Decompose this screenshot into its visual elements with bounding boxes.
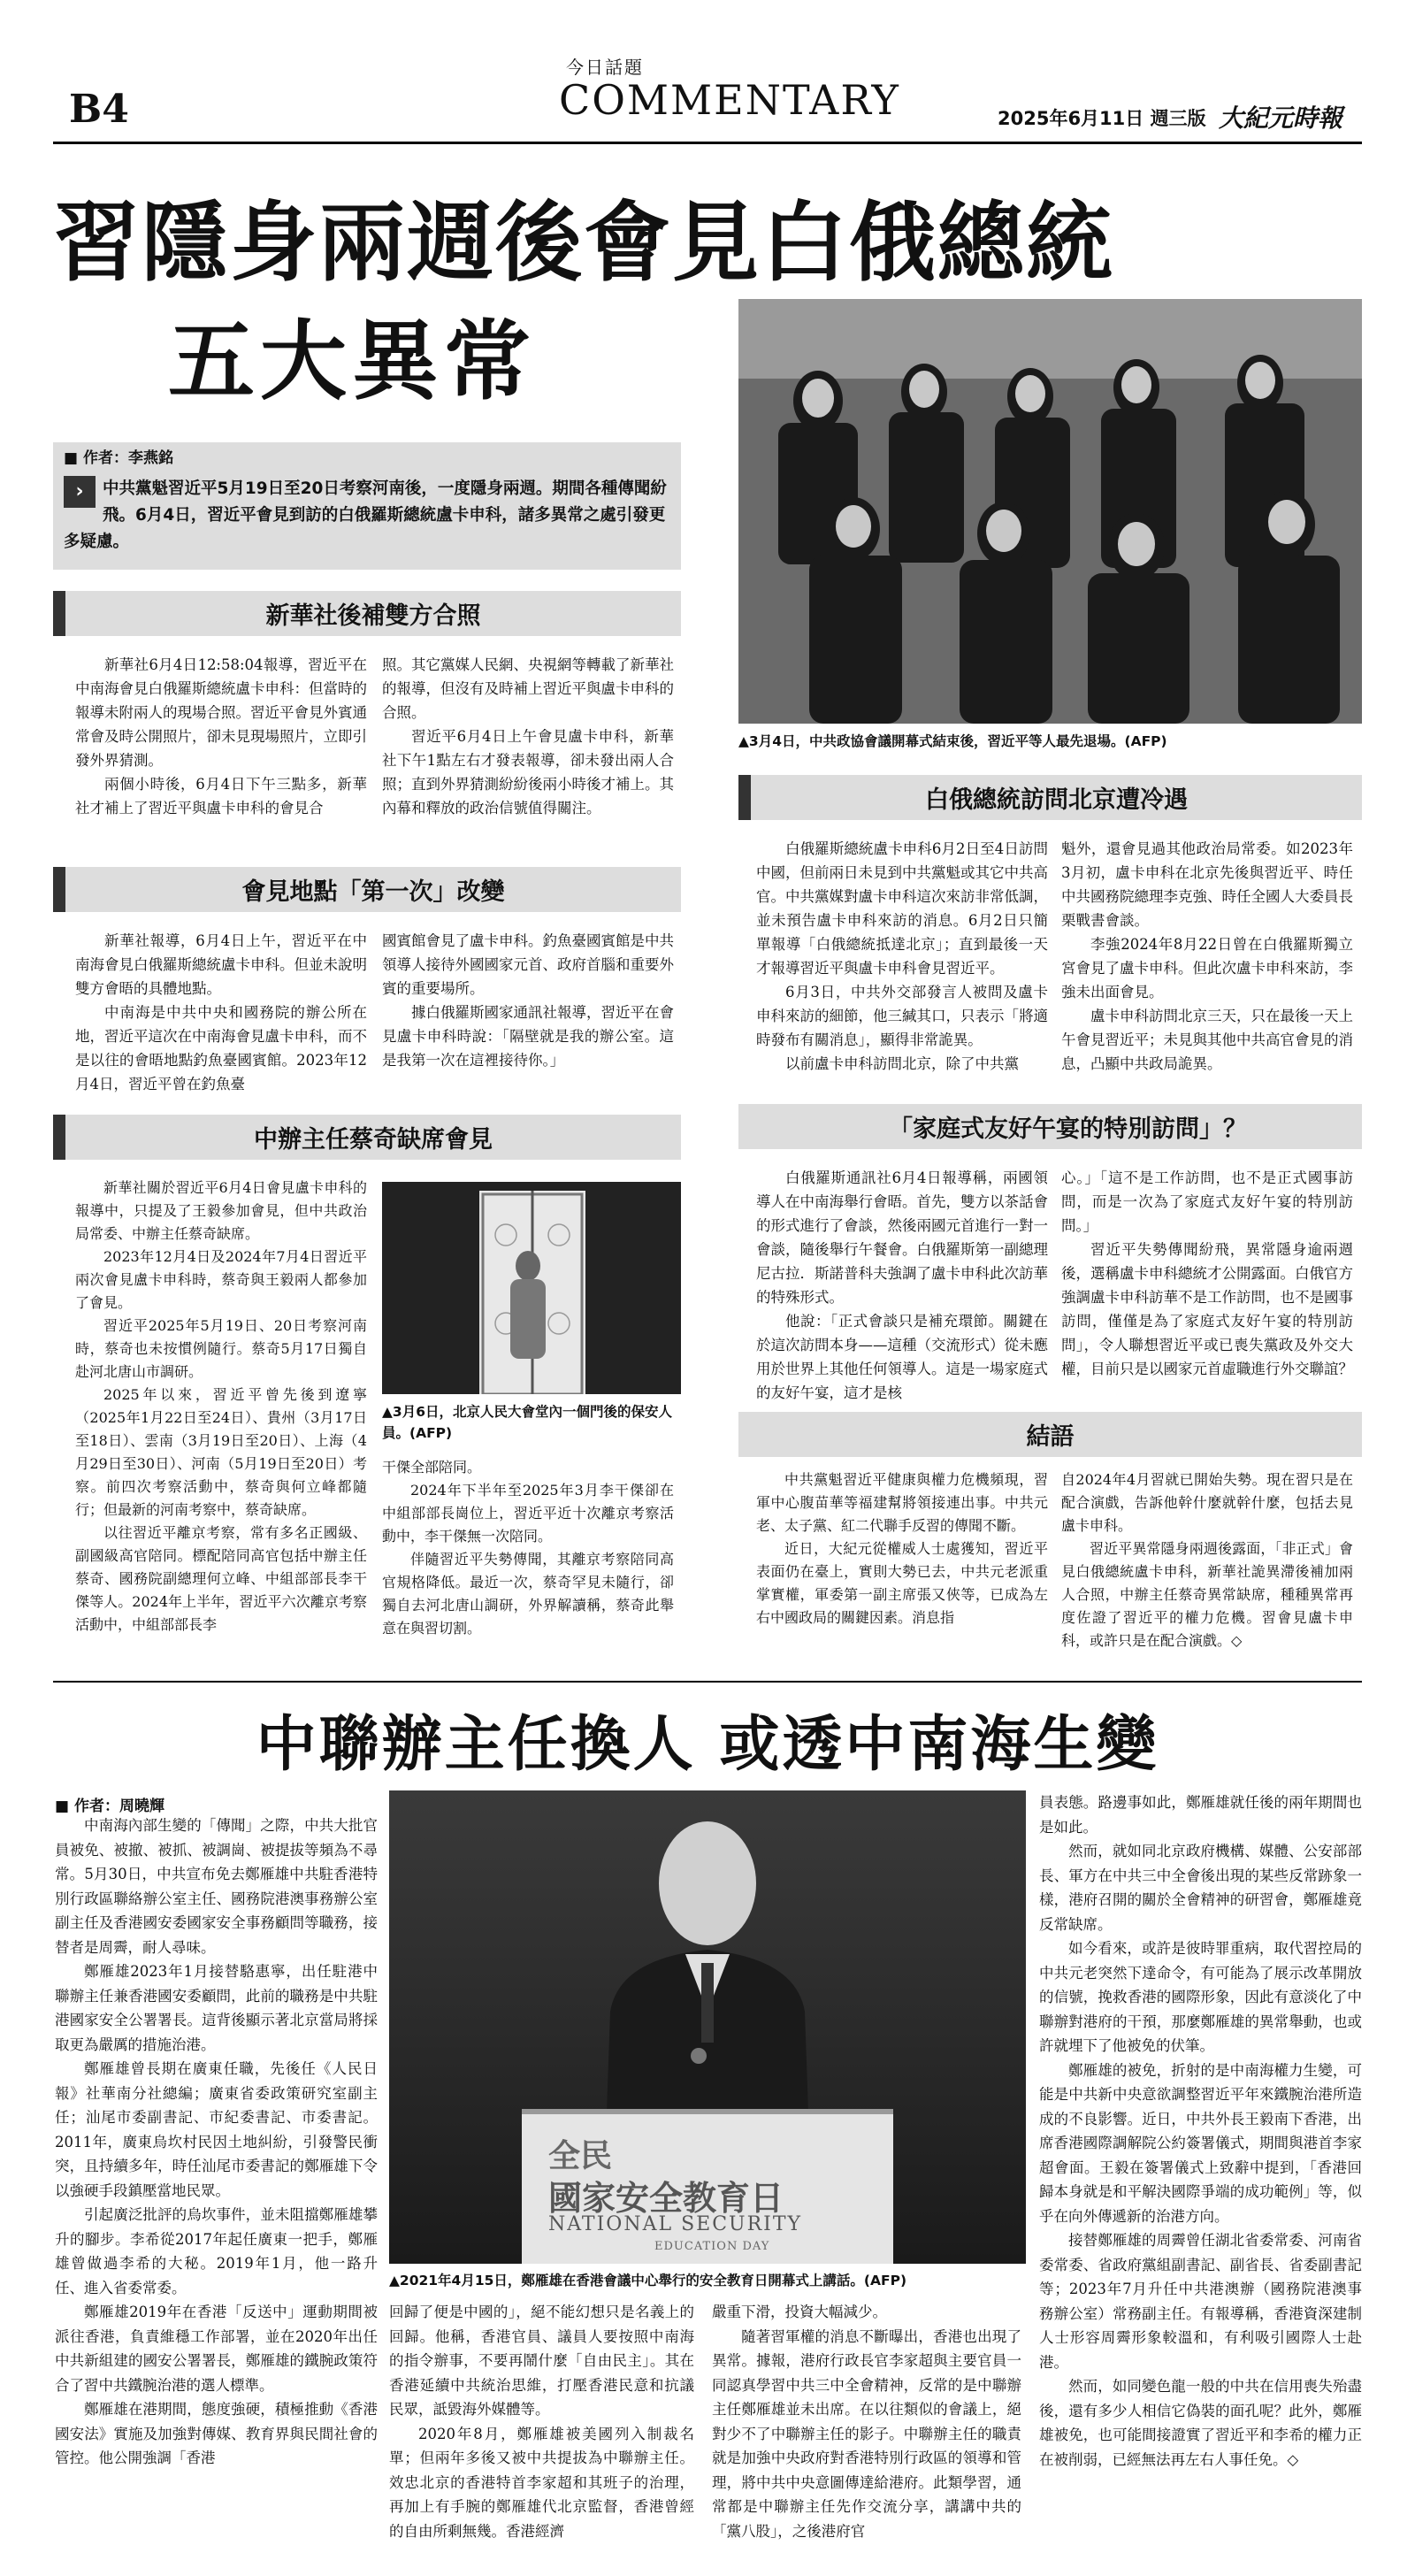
article1-author: ■ 作者：李燕銘 bbox=[53, 442, 681, 467]
section-body bbox=[756, 1166, 1048, 1405]
section-body bbox=[756, 1468, 1048, 1629]
article1-photo-door bbox=[382, 1182, 681, 1394]
section-body bbox=[382, 929, 674, 1072]
paragraph: 近日，大紀元從權威人士處獲知，習近平表面仍在臺上，實則大勢已去，中共元老派重掌實權，軍委第一副主席張又俠等，已成為左右中國政局的關鍵因素。消息指 bbox=[756, 1540, 1048, 1626]
page-number: B4 bbox=[69, 87, 129, 132]
paragraph: 回歸了便是中國的」，絕不能幻想只是名義上的回歸。他稱，香港官員、議員人要按照中南海的指令辦事，不要再鬧什麼「自由民主」。其在香港延續中共統治思維，打壓香港民意和抗議民眾，詆毀海外媒體等。 bbox=[389, 2304, 694, 2418]
paragraph: 員表態。路邊事如此，鄭雁雄就任後的兩年期間也是如此。 bbox=[1039, 1794, 1362, 1836]
paragraph: 國賓館會見了盧卡申科。釣魚臺國賓館是中共領導人接待外國國家元首、政府首腦和重要外賓的重要場所。 bbox=[382, 932, 674, 997]
section-body bbox=[1061, 1468, 1353, 1652]
section-body bbox=[1061, 1166, 1353, 1381]
article1-photo-door-caption: ▲3月6日，北京人民大會堂內一個門後的保安人員。(AFP) bbox=[382, 1404, 672, 1441]
paragraph: 引起廣泛批評的烏坎事件，並未阻擋鄭雁雄攀升的腳步。李希從2017年起任廣東一把手，鄭雁雄曾做過李希的大秘。2019年1月，他一路升任、進入省委常委。 bbox=[55, 2206, 378, 2296]
section-body bbox=[75, 653, 367, 820]
article2-column bbox=[389, 2300, 694, 2543]
section-heading: 新華社後補雙方合照 bbox=[53, 591, 681, 636]
paragraph: 2020年8月，鄭雁雄被美國列入制裁名單；但兩年多後又被中共提拔為中聯辦主任。效忠北京的香港特首李家超和其班子的治理，再加上有手腕的鄭雁雄代北京監督，香港曾經的自由所剩無幾。香港經濟 bbox=[389, 2425, 694, 2540]
paragraph: 盧卡申科訪問北京三天，只在最後一天上午會見習近平；未見與其他中共高官會見的消息，凸顯中共政局詭異。 bbox=[1061, 1008, 1353, 1072]
section-heading: 會見地點「第一次」改變 bbox=[53, 867, 681, 912]
header-rule bbox=[53, 142, 1362, 144]
paragraph: 以前盧卡申科訪問北京，除了中共黨 bbox=[785, 1055, 1019, 1072]
section-body bbox=[1061, 837, 1353, 1076]
banner-line3: NATIONAL SECURITY bbox=[548, 2213, 803, 2235]
banner-line2: 國家安全教育日 bbox=[548, 2178, 784, 2218]
paragraph: 鄭雁雄的被免，折射的是中南海權力生變，可能是中共新中央意欲調整習近平年來鐵腕治港所造成的不良影響。近日，中共外長王毅南下香港，出席香港國際調解院公約簽署儀式，期間與港首李家超會面。王毅在簽署儀式上致辭中提到，「香港回歸本身就是和平解決國際爭端的成功範例」等，似乎在向外傳遞新的治港方向。 bbox=[1039, 2061, 1362, 2225]
paragraph: 據白俄羅斯國家通訊社報導，習近平在會見盧卡申科時說：「隔壁就是我的辦公室。這是我第一次在這裡接待你。」 bbox=[382, 1004, 674, 1069]
section-heading: 結語 bbox=[738, 1412, 1362, 1457]
paragraph: 伴隨習近平失勢傳聞，其離京考察陪同高官規格降低。最近一次，蔡奇罕見未隨行，卻獨自去河北唐山調研，外界解讀稱，蔡奇此舉意在與習切割。 bbox=[382, 1551, 674, 1637]
paragraph: 習近平失勢傳聞紛飛，異常隱身逾兩週後，選稱盧卡申科總統才公開露面。白俄官方強調盧卡申科訪華不是工作訪問，也不是國事訪問，僅僅是為了家庭式友好午宴的特別訪問」，令人聯想習近平或已喪失黨政及外交大權，目前只是以國家元首虛職進行外交聯誼？ bbox=[1061, 1241, 1353, 1377]
paragraph: 然而，如同變色龍一般的中共在信用喪失殆盡後，還有多少人相信它偽裝的面孔呢？此外，鄭雁雄被免，也可能間接證實了習近平和李希的權力正在被削弱，已經無法再左右人事任免。◇ bbox=[1039, 2378, 1362, 2468]
masthead-logo: 大紀元時報 bbox=[1219, 104, 1343, 133]
paragraph: 中共黨魁習近平健康與權力危機頻現，習軍中心腹苗華等福建幫將領接連出事。中共元老、太子黨、紅二代聯手反習的傳聞不斷。 bbox=[756, 1471, 1048, 1534]
article2-photo-caption: ▲2021年4月15日，鄭雁雄在香港會議中心舉行的安全教育日開幕式上講話。(AFP) bbox=[389, 2273, 907, 2288]
article2-author: ■ 作者：周曉輝 bbox=[55, 1798, 164, 1815]
paragraph: 他說：「正式會談只是補充環節。關鍵在於這次訪問本身——這種（交流形式）從未應用於世界上其他任何領導人。這是一場家庭式的友好午宴，這才是核 bbox=[756, 1313, 1048, 1401]
paragraph: 習近平6月4日上午會見盧卡申科，新華社下午1點左右才發表報導，卻未發出兩人合照；直到外界猜測紛紛後兩小時後才補上。其內幕和釋放的政治信號值得關注。 bbox=[382, 728, 674, 816]
paragraph: 鄭雁雄2023年1月接替駱惠寧，出任駐港中聯辦主任兼香港國安委顧問，此前的職務是中共駐港國家安全公署署長。這背後顯示著北京當局將採取更為嚴厲的措施治港。 bbox=[55, 1963, 378, 2053]
section-body bbox=[75, 929, 367, 1096]
paragraph: 2024年下半年至2025年3月李干傑卻在中組部部長崗位上，習近平近十次離京考察活動中，李干傑無一次陪同。 bbox=[382, 1482, 674, 1545]
paragraph: 中南海是中共中央和國務院的辦公所在地，習近平這次在中南海會見盧卡申科，而不是以往的會晤地點釣魚臺國賓館。2023年12月4日，習近平曾在釣魚臺 bbox=[75, 1004, 367, 1092]
paragraph: 中南海內部生變的「傳聞」之際，中共大批官員被免、被撤、被抓、被調崗、被提拔等頻為不尋常。5月30日，中共宣布免去鄭雁雄中共駐香港特別行政區聯絡辦公室主任、國務院港澳事務辦公室副主任及香港國安委國家安全事務顧問等職務，接替者是周霽，耐人尋味。 bbox=[55, 1817, 378, 1956]
section-heading: 中辦主任蔡奇缺席會見 bbox=[53, 1115, 681, 1160]
section-body bbox=[75, 1177, 367, 1637]
paragraph: 新華社6月4日12:58:04報導，習近平在中南海會見白俄羅斯總統盧卡申科：但當時的報導未附兩人的現場合照。習近平會見外賓通常會及時公開照片，卻未見現場照片，立即引發外界猜測。 bbox=[75, 656, 367, 769]
article1-lead bbox=[53, 467, 681, 570]
paragraph: 白俄羅斯通訊社6月4日報導稱，兩國領導人在中南海舉行會晤。首先，雙方以茶話會的形式進行了會談，然後兩國元首進行一對一會談，隨後舉行午餐會。白俄羅斯第一副總理尼古拉．斯諾普科夫強調了盧卡申科此次訪華的特殊形式。 bbox=[756, 1169, 1048, 1306]
paragraph: 白俄羅斯總統盧卡申科6月2日至4日訪問中國，但前兩日未見到中共黨魁或其它中共高官。中共黨媒對盧卡申科這次來訪非常低調，並未預告盧卡申科來訪的消息。6月2日只簡單報導「白俄總統抵達北京」；直到最後一天才報導習近平與盧卡申科會見習近平。 bbox=[756, 840, 1048, 977]
paragraph: 新華社關於習近平6月4日會見盧卡申科的報導中，只提及了王毅參加會見，但中共政治局常委、中辦主任蔡奇缺席。 bbox=[75, 1179, 367, 1242]
paragraph: 6月3日，中共外交部發言人被問及盧卡申科來訪的細節，他三緘其口，只表示「將適時發布有關消息」，顯得非常詭異。 bbox=[756, 984, 1048, 1048]
paragraph: 以往習近平離京考察，常有多名正國級、副國級高官陪同。標配陪同高官包括中辦主任蔡奇、國務院副總理何立峰、中組部部長李干傑等人。2024年上半年，習近平六次離京考察活動中，中組部部長李 bbox=[75, 1524, 367, 1633]
article2-column bbox=[712, 2300, 1021, 2543]
banner-line4: EDUCATION DAY bbox=[654, 2240, 770, 2253]
article1-lead-text: 中共黨魁習近平5月19日至20日考察河南後，一度隱身兩週。期間各種傳聞紛飛。6月4日，習近平會見到訪的白俄羅斯總統盧卡申科，諸多異常之處引發更多疑慮。 bbox=[64, 479, 667, 551]
paragraph: 心。」「這不是工作訪問，也不是正式國事訪問，而是一次為了家庭式友好午宴的特別訪問。」 bbox=[1061, 1169, 1353, 1234]
article2-photo bbox=[389, 1790, 1026, 2264]
paragraph: 兩個小時後，6月4日下午三點多，新華社才補上了習近平與盧卡申科的會見合 bbox=[75, 776, 367, 816]
section-heading: 「家庭式友好午宴的特別訪問」？ bbox=[738, 1104, 1362, 1149]
article1-photo-main bbox=[738, 299, 1362, 724]
article2-column bbox=[1039, 1790, 1362, 2472]
paragraph: 嚴重下滑，投資大幅減少。 bbox=[712, 2304, 887, 2320]
article2-headline: 中聯辦主任換人 或透中南海生變 bbox=[256, 1709, 1159, 1780]
chevron-right-icon: › bbox=[64, 476, 96, 508]
paragraph: 2025年以來，習近平曾先後到遼寧（2025年1月22日至24日）、貴州（3月17日至18日）、雲南（3月19日至20日）、上海（4月29日至30日）、河南（5月19日至20日）考察。前四次考察活動中，蔡奇與何立峰都隨行；但最新的河南考察中，蔡奇缺席。 bbox=[75, 1386, 367, 1518]
article1-subheadline: 五大異常 bbox=[168, 310, 537, 412]
paragraph: 習近平異常隱身兩週後露面，「非正式」會見白俄總統盧卡申科，新華社詭異滯後補加兩人合照，中辦主任蔡奇異常缺席，種種異常再度佐證了習近平的權力危機。習會見盧卡申科，或許只是在配合演戲。◇ bbox=[1061, 1540, 1353, 1649]
paragraph: 照。其它黨媒人民網、央視網等轉載了新華社的報導，但沒有及時補上習近平與盧卡申科的合照。 bbox=[382, 656, 674, 721]
paragraph: 2023年12月4日及2024年7月4日習近平兩次會見盧卡申科時，蔡奇與王毅兩人都參加了會見。 bbox=[75, 1248, 367, 1311]
section-body bbox=[382, 1456, 674, 1640]
paragraph: 接替鄭雁雄的周霽曾任湖北省委常委、河南省委常委、省政府黨組副書記、副省長、省委副書記等；2023年7月升任中共港澳辦（國務院港澳事務辦公室）常務副主任。有報導稱，香港資深建制人士形容周霽形象較溫和，有利吸引國際人士赴港。 bbox=[1039, 2232, 1362, 2371]
paragraph: 隨著習軍權的消息不斷曝出，香港也出現了異常。據報，港府行政長官李家超與主要官員一同認真學習中共三中全會精神，反常的是中聯辦主任鄭雁雄並未出席。在以往類似的會議上，絕對少不了中聯辦主任的影子。中聯辦主任的職責就是加強中央政府對香港特別行政區的領導和管理，將中共中央意圖傳達給港府。此類學習，通常都是中聯辦主任先作交流分享，講講中共的「黨八股」，之後港府官 bbox=[712, 2327, 1021, 2540]
paragraph: 鄭雁雄曾長期在廣東任職，先後任《人民日報》社華南分社總編；廣東省委政策研究室副主任；汕尾市委副書記、市紀委書記、市委書記。2011年，廣東烏坎村民因土地糾紛，引發警民衝突，且持續多年，時任汕尾市委書記的鄭雁雄下令以強硬手段鎮壓當地民眾。 bbox=[55, 2060, 378, 2199]
paragraph: 習近平2025年5月19日、20日考察河南時，蔡奇也未按慣例隨行。蔡奇5月17日獨自赴河北唐山市調研。 bbox=[75, 1317, 367, 1380]
paragraph: 新華社報導，6月4日上午，習近平在中南海會見白俄羅斯總統盧卡申科。但並未說明雙方會晤的具體地點。 bbox=[75, 932, 367, 997]
article-divider bbox=[53, 1681, 1362, 1683]
paragraph: 鄭雁雄2019年在香港「反送中」運動期間被派往香港，負責維穩工作部署，並在2020年出任中共新組建的國安公署署長，鄭雁雄的鐵腕政策符合了習中共鐵腕治港的選人標準。 bbox=[55, 2304, 378, 2394]
section-title-cn: 今日話題 bbox=[566, 57, 644, 78]
paragraph: 李強2024年8月22日曾在白俄羅斯獨立宮會見了盧卡申科。但此次盧卡申科來訪，李強未出面會見。 bbox=[1061, 936, 1353, 1000]
paragraph: 干傑全部陪同。 bbox=[382, 1459, 482, 1476]
section-title-en: COMMENTARY bbox=[559, 76, 900, 124]
paragraph: 然而，就如同北京政府機構、媒體、公安部部長、軍方在中共三中全會後出現的某些反常跡象一樣，港府召開的關於全會精神的研習會，鄭雁雄竟反常缺席。 bbox=[1039, 1843, 1362, 1933]
paragraph: 魁外，還會見過其他政治局常委。如2023年3月初，盧卡申科在北京先後與習近平、時任中共國務院總理李克強、時任全國人大委員長栗戰書會談。 bbox=[1061, 840, 1353, 929]
paragraph: 鄭雁雄在港期間，態度強硬，積極推動《香港國安法》實施及加強對傳媒、教育界與民間社會的管控。他公開強調「香港 bbox=[55, 2401, 378, 2466]
article1-headline: 習隱身兩週後會見白俄總統 bbox=[53, 192, 1115, 294]
article2-column bbox=[55, 1813, 378, 2471]
banner-line1: 全民 bbox=[548, 2137, 613, 2174]
section-heading: 白俄總統訪問北京遭冷遇 bbox=[738, 775, 1362, 820]
article1-photo-main-caption: ▲3月4日，中共政協會議開幕式結束後，習近平等人最先退場。(AFP) bbox=[738, 733, 1167, 749]
paragraph: 自2024年4月習就已開始失勢。現在習只是在配合演戲，告訴他幹什麼就幹什麼，包括去見盧卡申科。 bbox=[1061, 1471, 1353, 1534]
section-body bbox=[756, 837, 1048, 1076]
issue-date: 2025年6月11日 週三版 bbox=[998, 108, 1206, 129]
paragraph: 如今看來，或許是彼時罪重病，取代習控局的中共元老突然下達命令，有可能為了展示改革開放的信號，挽救香港的國際形象，因此有意淡化了中聯辦對港府的干預，那麼鄭雁雄的異常舉動，也或許就埋下了他被免的伏筆。 bbox=[1039, 1940, 1362, 2054]
section-body bbox=[382, 653, 674, 820]
